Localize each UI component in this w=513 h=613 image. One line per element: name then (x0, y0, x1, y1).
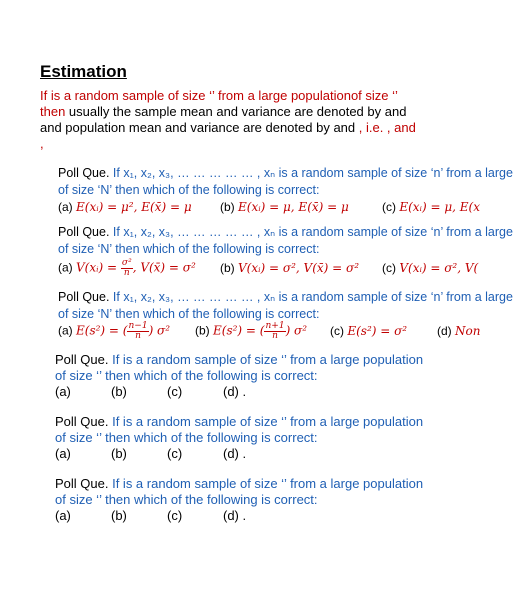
poll-3-option-b[interactable]: (b) E(s²) = ( $\frac{n+1}{n}$ ) σ² (195, 321, 308, 341)
poll-3-option-a[interactable]: (a) E(s²) = ( $\frac{n-1}{n}$ ) σ² (58, 321, 171, 341)
intro-line-2 (40, 104, 406, 120)
poll-head: Poll Que. (55, 476, 109, 491)
plain-poll-3-line-2: of size ‘’ then which of the following is correct: (55, 492, 318, 507)
plain-poll-3-options (55, 508, 279, 524)
fraction: $\frac{n-1}{n}$ (128, 321, 148, 341)
intro-ie: , i.e. , and (358, 120, 416, 135)
option-b[interactable]: (b) (111, 384, 127, 399)
intro-text: usually the sample mean and variance are denoted by and (65, 104, 407, 119)
plain-poll-1-line-1 (55, 352, 423, 368)
option-c[interactable]: (c) (167, 446, 183, 461)
option-b[interactable]: (b) (111, 446, 127, 461)
plain-poll-3-line-1 (55, 476, 423, 492)
poll-stem-line-2: of size ‘N’ then which of the following is correct: (58, 307, 320, 321)
option-a[interactable]: (a) (55, 508, 71, 523)
intro-text: If is a random sample of size ‘’ from a large populationof size ‘’ (40, 88, 398, 103)
poll-question-3 (58, 290, 513, 305)
intro-line-4: , (40, 136, 44, 151)
poll-3-option-c[interactable]: (c) E(s²) = σ² (330, 324, 408, 338)
option-b[interactable]: (b) (111, 508, 127, 523)
poll-1-option-b[interactable]: (b) E(xᵢ) = μ, E(x̄) = μ (220, 200, 349, 214)
plain-poll-1-options (55, 384, 279, 400)
plain-poll-2-options (55, 446, 279, 462)
poll-stem: If is a random sample of size ‘’ from a large population (108, 352, 424, 367)
poll-question-1 (58, 166, 513, 181)
fraction: $\frac{\text{σ²}}{n}$ (121, 258, 132, 278)
poll-head: Poll Que. (58, 166, 110, 180)
option-c[interactable]: (c) (167, 508, 183, 523)
poll-3-option-d[interactable]: (d) Non (437, 324, 481, 338)
poll-stem-line-2: of size ‘N’ then which of the following is correct: (58, 242, 320, 256)
poll-head: Poll Que. (58, 290, 110, 304)
option-d[interactable]: (d) . (223, 446, 247, 461)
poll-stem: If is a random sample of size ‘’ from a large population (108, 414, 424, 429)
poll-2-option-a[interactable]: (a) V(xᵢ) = $\frac{\text{σ²}}{n}$ , V(x̄) = σ² (58, 258, 196, 278)
poll-2-option-c[interactable]: (c) V(xᵢ) = σ², V( (382, 261, 479, 275)
poll-stem-line-2: of size ‘N’ then which of the following is correct: (58, 183, 320, 197)
option-c[interactable]: (c) (167, 384, 183, 399)
option-d[interactable]: (d) . (223, 508, 247, 523)
fraction: $\frac{n+1}{n}$ (265, 321, 285, 341)
option-d[interactable]: (d) . (223, 384, 247, 399)
poll-stem: If x₁, x₂, x₃, … … … … … , xₙ is a random sample of size ‘n’ from a large (112, 225, 513, 239)
poll-head: Poll Que. (55, 414, 109, 429)
plain-poll-2-line-1 (55, 414, 423, 430)
poll-head: Poll Que. (55, 352, 109, 367)
intro-text: and population mean and variance are denoted by and (40, 120, 359, 135)
intro-then: then (40, 104, 66, 119)
poll-stem: If x₁, x₂, x₃, … … … … … , xₙ is a random sample of size ‘n’ from a large (112, 166, 513, 180)
poll-head: Poll Que. (58, 225, 110, 239)
intro-line-3 (40, 120, 416, 136)
poll-1-option-a[interactable]: (a) E(xᵢ) = μ², E(x̄) = μ (58, 200, 192, 214)
page-title: Estimation (40, 62, 127, 81)
option-a[interactable]: (a) (55, 446, 71, 461)
option-a[interactable]: (a) (55, 384, 71, 399)
poll-1-option-c[interactable]: (c) E(xᵢ) = μ, E(x (382, 200, 480, 214)
plain-poll-1-line-2: of size ‘’ then which of the following is correct: (55, 368, 318, 383)
plain-poll-2-line-2: of size ‘’ then which of the following is correct: (55, 430, 318, 445)
poll-2-option-b[interactable]: (b) V(xᵢ) = σ², V(x̄) = σ² (220, 261, 360, 275)
poll-stem: If x₁, x₂, x₃, … … … … … , xₙ is a random sample of size ‘n’ from a large (112, 290, 513, 304)
intro-line-1 (40, 88, 398, 104)
poll-question-2 (58, 225, 513, 240)
poll-stem: If is a random sample of size ‘’ from a large population (108, 476, 424, 491)
